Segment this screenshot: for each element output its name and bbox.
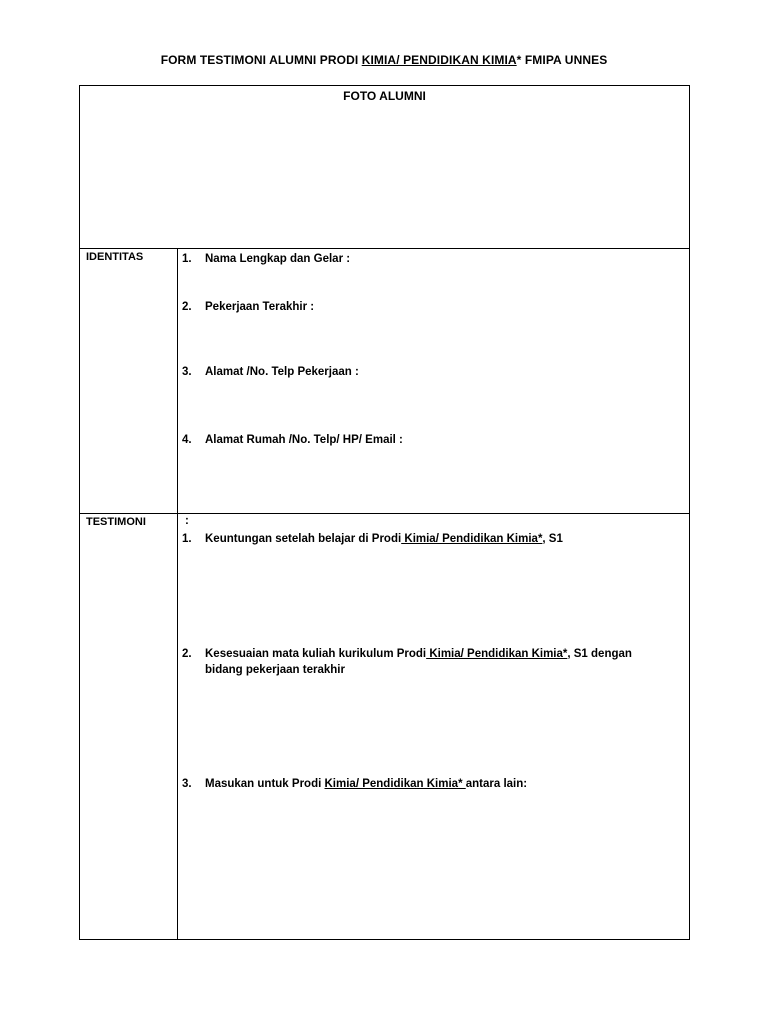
item-number: 2. [182, 648, 192, 660]
item-text-post: , S1 [542, 533, 563, 545]
testimoni-row [80, 514, 689, 939]
photo-label: FOTO ALUMNI [343, 89, 426, 103]
title-suffix: * FMIPA UNNES [516, 53, 608, 67]
form-table [79, 85, 690, 940]
testimoni-label-cell [80, 514, 178, 939]
page-title [0, 53, 768, 67]
item-number: 4. [182, 434, 192, 446]
item-number: 1. [182, 533, 192, 545]
item-text-pre: Kesesuaian mata kuliah kurikulum Prodi [205, 648, 427, 660]
item-text: Pekerjaan Terakhir : [205, 301, 315, 313]
title-program: KIMIA/ PENDIDIKAN KIMIA [361, 53, 517, 67]
item-text: Alamat /No. Telp Pekerjaan : [205, 366, 359, 378]
item-text [205, 776, 675, 792]
item-text: Alamat Rumah /No. Telp/ HP/ Email : [205, 434, 403, 446]
testimoni-content-cell[interactable] [178, 514, 689, 939]
photo-section[interactable] [80, 86, 689, 249]
item-number: 3. [182, 778, 192, 790]
identitas-label-cell [80, 249, 178, 513]
identitas-content-cell[interactable] [178, 249, 689, 513]
item-text [205, 646, 675, 678]
item-program: Kimia/ Pendidikan Kimia* [401, 533, 543, 545]
identitas-row [80, 249, 689, 514]
item-program: Kimia/ Pendidikan Kimia* [426, 648, 568, 660]
item-text [205, 531, 675, 547]
item-number: 1. [182, 253, 192, 265]
item-text: Nama Lengkap dan Gelar : [205, 253, 351, 265]
title-prefix: FORM TESTIMONI ALUMNI PRODI [160, 53, 362, 67]
item-text-post: antara lain: [465, 778, 528, 790]
item-text-pre: Keuntungan setelah belajar di Prodi [205, 533, 402, 545]
item-text-post: , S1 dengan [567, 648, 632, 660]
identitas-label: IDENTITAS [86, 251, 144, 263]
item-text-pre: Masukan untuk Prodi [205, 778, 325, 790]
testimoni-label: TESTIMONI [86, 516, 146, 528]
item-number: 2. [182, 301, 192, 313]
item-program: Kimia/ Pendidikan Kimia* [324, 778, 466, 790]
testimoni-colon: : [185, 515, 189, 527]
item-number: 3. [182, 366, 192, 378]
item-text-line2: bidang pekerjaan terakhir [205, 664, 345, 676]
